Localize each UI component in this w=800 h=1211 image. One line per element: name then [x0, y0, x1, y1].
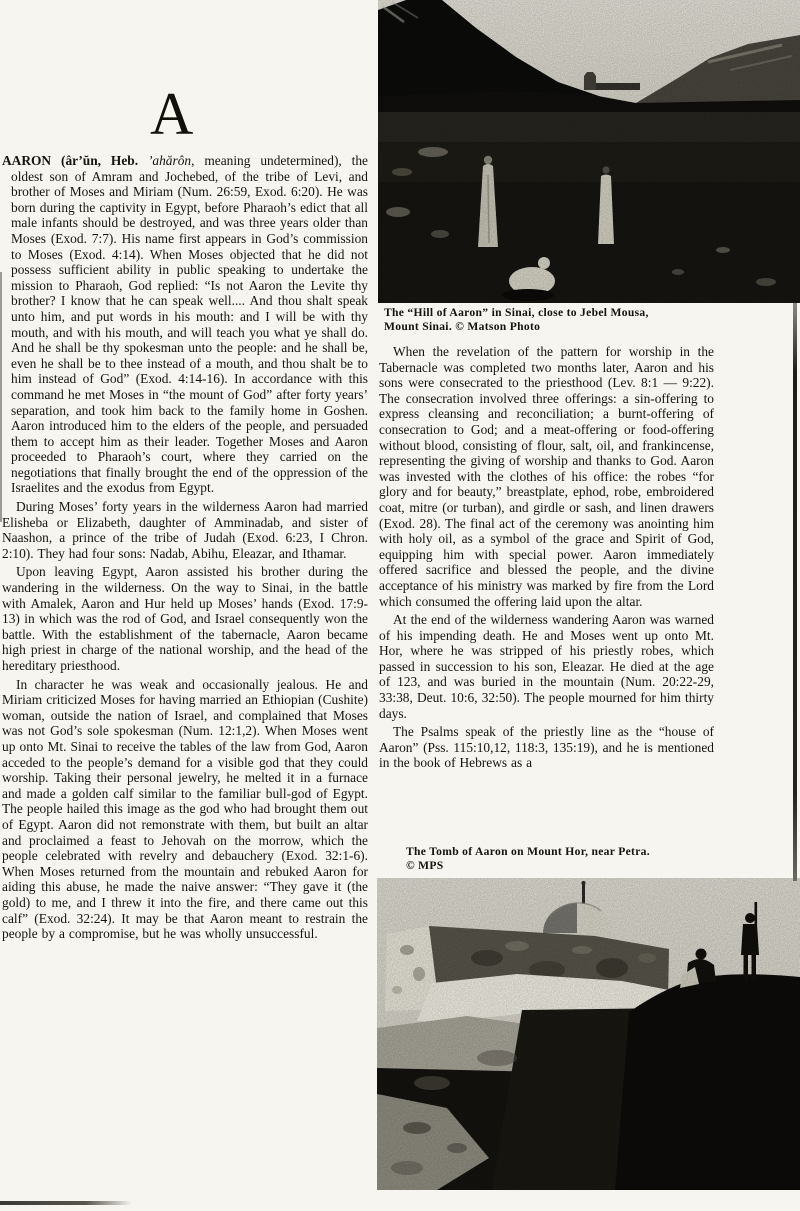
photo1-caption-line1: The “Hill of Aaron” in Sinai, close to Jebel Mousa,: [384, 306, 649, 319]
photo2-caption-line1: The Tomb of Aaron on Mount Hor, near Petra.: [406, 845, 650, 858]
paragraph-left-2: During Moses’ forty years in the wilderness Aaron had married Elisheba or Elizabeth, daughter of Amminadab, and sister of Naashon, a prince of the tribe of Judah (Exod. 6:23, I Chron. 2:10). They had four sons: Nadab, Abihu, Eleazar, and Ithamar.: [2, 499, 368, 561]
right-column: [379, 344, 714, 774]
photo2-caption-line2: © MPS: [406, 858, 444, 872]
entry-headword: AARON: [2, 153, 52, 168]
photo1-caption: [384, 306, 736, 333]
page-edge-right-line: [793, 303, 797, 881]
photo2-caption: [406, 845, 746, 872]
photo-hill-of-aaron: [378, 0, 800, 303]
section-letter: A: [150, 81, 194, 147]
paragraph-left-3: Upon leaving Egypt, Aaron assisted his brother during the wandering in the wilderness. On the way to Sinai, in the battle with Amalek, Aaron and Hur held up Moses’ hands (Exod. 17:9-13) in which was the rod of God, and Israel consequently won the battle. With the establishment of the tabernacle, Aaron became high priest in charge of the national worship, and the head of the hereditary priesthood.: [2, 564, 368, 673]
paragraph-left-4: In character he was weak and occasionally jealous. He and Miriam criticized Moses for having married an Ethiopian (Cushite) woman, outside the nation of Israel, and complained that Moses was not God’s sole spokesman (Num. 12:1,2). When Moses went up onto Mt. Sinai to receive the tables of the law from God, Aaron acceded to the people’s demand for a visible god that they could worship. Taking their personal jewelry, he melted it in a furnace and made a golden calf similar to the familiar bull-god of Egypt. The people hailed this image as the god who had brought them out of Egypt. Aaron did not remonstrate with them, but built an altar and proclaimed a feast to Jehovah on the morrow, which the people celebrated with revelry and debauchery (Exod. 32:1-6). When Moses returned from the mountain and rebuked Aaron for aiding this abuse, he made the naive answer: “They gave it (the gold) to me, and I threw it into the fire, and there came out this calf” (Exod. 32:24). It may be that Aaron meant to restrain the people by a compromise, but he was wholly unsuccessful.: [2, 676, 368, 942]
paragraph-right-3: The Psalms speak of the priestly line as the “house of Aaron” (Pss. 115:10,12, 118:3, 135:19), and he is mentioned in the book of Hebrews as a: [379, 724, 714, 771]
photo1-caption-line2: Mount Sinai. © Matson Photo: [384, 319, 541, 333]
entry-pronunciation: (âr’ŭn, Heb.: [51, 153, 148, 168]
entry-paragraph: [2, 153, 368, 496]
paragraph-right-1: When the revelation of the pattern for worship in the Tabernacle was completed two months later, Aaron and his sons were consecrated to the priesthood (Lev. 8:1 — 9:22). The consecration involved three offerings: a sin-offering to express cleansing and reconciliation; a burnt-offering of consecration to God; and a meat-offering or food-offering without blood, consisting of flour, salt, oil, and frankincense, representing the giving of worship and thanks to God. Aaron was invested with the clothes of his office: the robes “for glory and for beauty,” breastplate, ephod, robe, embroidered coat, mitre (or turban), and girdle or sash, and linen drawers (Exod. 28). The final act of the ceremony was anointing him with holy oil, as a symbol of the grace and Spirit of God, equipping him with special power. Aaron immediately offered sacrifice and blessed the people, and the divine acceptance of his ministry was marked by fire from the Lord which consumed the offering laid upon the altar.: [379, 344, 714, 609]
page-edge-bottom-rule: [0, 1201, 132, 1205]
entry-body: , meaning undetermined), the oldest son of Amram and Jochebed, of the tribe of Levi, and brother of Moses and Miriam (Num. 26:59, Exod. 6:20). He was born during the captivity in Egypt, before Pharaoh’s edict that all male infants should be destroyed, and was three years older than Moses (Exod. 7:7). His name first appears in God’s commission to Moses (Exod. 4:14). When Moses objected that he did not possess sufficient ability in public speaking to undertake the mission to Pharaoh, God replied: “Is not Aaron the Levite thy brother? I know that he can speak well.... And thou shalt speak unto him, and put words in his mouth: and I will be with thy mouth, and with his mouth, and will teach you what ye shall do. And he shall be thy spokesman unto the people: and he shall be, even he shall be to thee instead of a mouth, and thou shalt be to him instead of God” (Exod. 4:14-16). In accordance with this command he met Moses in “the mount of God” after forty years’ separation, and took him back to the family home in Goshen. Aaron introduced him to the elders of the people, and persuaded them to accept him as their leader. Together Moses and Aaron proceeded to Pharaoh’s court, where they carried on the negotiations that finally brought the end of the oppression of the Israelites and the exodus from Egypt.: [11, 153, 368, 496]
page-edge-left-artifact: [0, 272, 2, 522]
paragraph-right-2: At the end of the wilderness wandering Aaron was warned of his impending death. He and Moses went up onto Mt. Hor, where he was stripped of his priestly robes, which passed in succession to his son, Eleazar. He died at the age of 123, and was buried in the mountain (Num. 20:22-29, 33:38, Deut. 10:6, 32:50). The people mourned for him thirty days.: [379, 612, 714, 721]
entry-hebrew: ’ahărôn: [147, 153, 192, 168]
left-column: [2, 153, 368, 945]
photo-tomb-of-aaron: [377, 878, 800, 1190]
